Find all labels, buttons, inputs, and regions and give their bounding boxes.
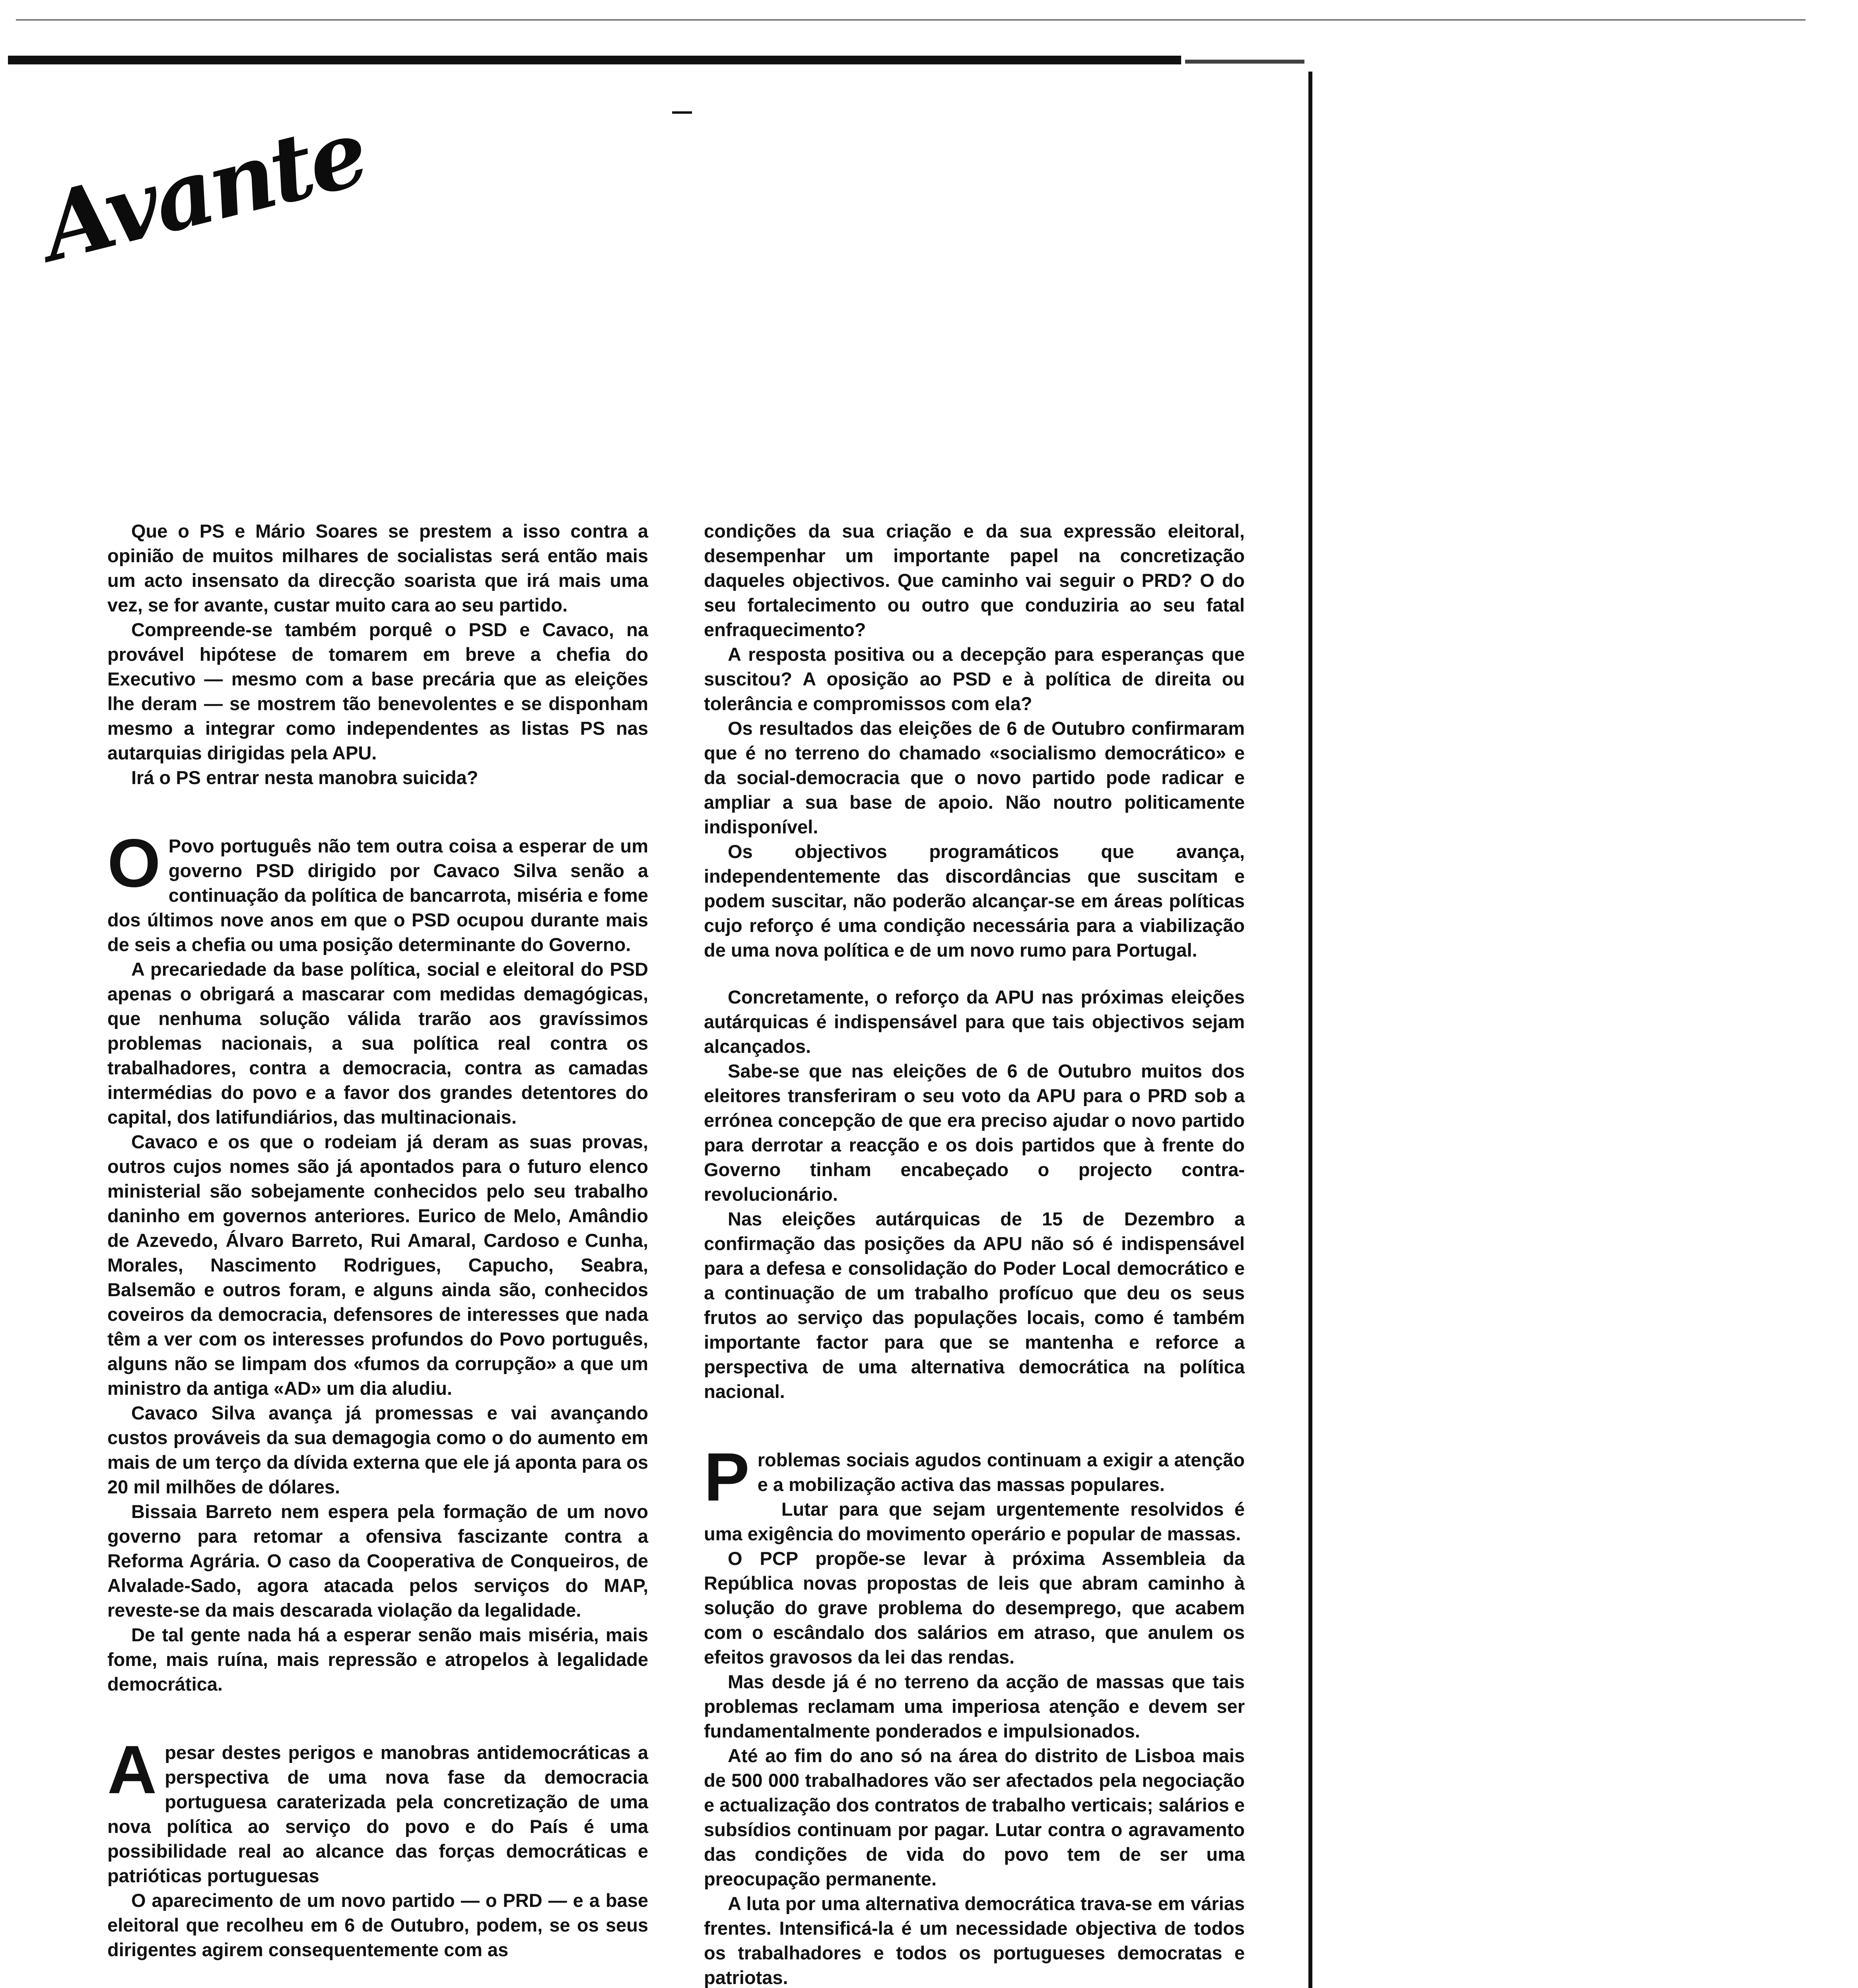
top-right-rule (1185, 60, 1304, 64)
drop-cap: O (107, 825, 161, 901)
paragraph: A precariedade da base política, social e eleitoral do PSD apenas o obrigará a mascarar com medidas demagógicas, que nenhuma solução válida trarão aos gravíssimos problemas nacionais, a sua política real contra os trabalhadores, contra a democracia, contra as camadas intermédias do povo e a favor dos grandes detentores do capital, dos latifundiários, das multinacionais. (107, 959, 648, 1128)
section-gap (704, 1404, 1245, 1448)
paragraph: Bissaia Barreto nem espera pela formação de um novo governo para retomar a ofensiva fascizante contra a Reforma Agrária. O caso da Cooperativa de Conqueiros, de Alvalade-Sado, agora atacada pelos serviços do MAP, reveste-se da mais descarada violação da legalidade. (107, 1501, 648, 1621)
paragraph: Concretamente, o reforço da APU nas próximas eleições autárquicas é indispensável para que tais objectivos sejam alcançados. (704, 986, 1245, 1057)
right-border-rule (1308, 72, 1312, 1988)
masthead-logo: Avante (31, 99, 375, 282)
paragraph: De tal gente nada há a esperar senão mais miséria, mais fome, mais ruína, mais repressão e atropelos à legalidade democrática. (107, 1624, 648, 1695)
lead-text: pesar destes perigos e manobras antidemocráticas a perspectiva de uma nova fase da democracia portuguesa caraterizada pela concretização de uma nova política ao serviço do povo e do País é uma possibilidade real ao alcance das forças democráticas e patrióticas portuguesas (107, 1742, 648, 1886)
left-column (107, 519, 648, 1962)
header-dash (672, 111, 692, 114)
paragraph: Cavaco e os que o rodeiam já deram as suas provas, outros cujos nomes são já apontados para o futuro elenco ministerial são sobejamente conhecidos pelo seu trabalho daninho em governos anteriores. Eurico de Melo, Amândio de Azevedo, Álvaro Barreto, Rui Amaral, Cardoso e Cunha, Morales, Nascimento Rodrigues, Capucho, Seabra, Balsemão e outros foram, e alguns ainda são, conhecidos coveiros da democracia, defensores de interesses que nada têm a ver com os interesses profundos do Povo português, alguns não se limpam dos «fumos da corrupção» a que um ministro da antiga «AD» um dia aludiu. (107, 1131, 648, 1399)
paragraph: A luta por uma alternativa democrática trava-se em várias frentes. Intensificá-la é um necessidade objectiva de todos os trabalhadores e todos os portugueses democratas e patriotas. (704, 1893, 1245, 1988)
paragraph: Que o PS e Mário Soares se prestem a isso contra a opinião de muitos milhares de socialistas será então mais um acto insensato da direcção soarista que irá mais uma vez, se for avante, custar muito cara ao seu partido. (107, 520, 648, 615)
paragraph: Cavaco Silva avança já promessas e vai avançando custos prováveis da sua demagogia como o do aumento em mais de um terço da dívida externa que ele já aponta para os 20 mil milhões de dólares. (107, 1402, 648, 1497)
paragraph: Até ao fim do ano só na área do distrito de Lisboa mais de 500 000 trabalhadores vão ser afectados pela negociação e actualização dos contratos de trabalho verticais; salários e subsídios continuam por pagar. Lutar contra o agravamento das condições de vida do povo tem de ser uma preocupação permanente. (704, 1745, 1245, 1889)
paragraph: Compreende-se também porquê o PSD e Cavaco, na provável hipótese de tomarem em breve a chefia do Executivo — mesmo com a base precária que as eleições lhe deram — se mostrem tão benevolentes e se disponham mesmo a integrar como independentes as listas PS nas autarquias dirigidas pela APU. (107, 619, 648, 763)
paragraph: O aparecimento de um novo partido — o PRD — e a base eleitoral que recolheu em 6 de Outubro, podem, se os seus dirigentes agirem consequentemente com as (107, 1890, 648, 1960)
lead-text: roblemas sociais agudos continuam a exigir a atenção e a mobilização activa das massas populares. (757, 1449, 1245, 1495)
section-gap (107, 790, 648, 834)
paragraph: O PCP propõe-se levar à próxima Assembleia da República novas propostas de leis que abram caminho à solução do grave problema do desemprego, que acabem com o escândalo dos salários em atraso, que anulem os efeitos gravosos da lei das rendas. (704, 1548, 1245, 1668)
paragraph: Os objectivos programáticos que avança, independentemente das discordâncias que suscitam e podem suscitar, não poderão alcançar-se em áreas políticas cujo reforço é uma condição necessária para a viabilização de uma nova política e de um novo rumo para Portugal. (704, 841, 1245, 961)
drop-cap: A (107, 1732, 157, 1808)
paragraph: Os resultados das eleições de 6 de Outubro confirmaram que é no terreno do chamado «socialismo democrático» e da social-democracia que o novo partido pode radicar e ampliar a sua base de apoio. Não noutro politicamente indisponível. (704, 718, 1245, 837)
section-gap (704, 963, 1245, 985)
right-column (704, 519, 1245, 1988)
section-gap (107, 1697, 648, 1740)
drop-cap: P (704, 1439, 750, 1515)
paragraph: A resposta positiva ou a decepção para esperanças que suscitou? A oposição ao PSD e à política de direita ou tolerância e compromissos com ela? (704, 644, 1245, 714)
paragraph: condições da sua criação e da sua expressão eleitoral, desempenhar um importante papel na concretização daqueles objectivos. Que caminho vai seguir o PRD? O do seu fortalecimento ou outro que conduziria ao seu fatal enfraquecimento? (704, 520, 1245, 640)
lead-text: Povo português não tem outra coisa a esperar de um governo PSD dirigido por Cavaco Silva senão a continuação da política de bancarrota, miséria e fome dos últimos nove anos em que o PSD ocupou durante mais de seis a chefia ou uma posição determinante do Governo. (107, 835, 648, 955)
section-lead (107, 1732, 648, 1888)
paragraph: Irá o PS entrar nesta manobra suicida? (131, 767, 478, 788)
paragraph: Mas desde já é no terreno da acção de massas que tais problemas reclamam uma imperiosa atenção e devem ser fundamentalmente ponderados e impulsionados. (704, 1671, 1245, 1741)
paragraph: Lutar para que sejam urgentemente resolvidos é uma exigência do movimento operário e popular de massas. (704, 1499, 1245, 1544)
paragraph: Nas eleições autárquicas de 15 de Dezembro a confirmação das posições da APU não só é indispensável para a defesa e consolidação do Poder Local democrático e a continuação de um trabalho profícuo que deu os seus frutos ao serviço das populações locais, como é também importante factor para que se mantenha e reforce a perspectiva de uma alternativa democrática na política nacional. (704, 1208, 1245, 1402)
paragraph: Sabe-se que nas eleições de 6 de Outubro muitos dos eleitores transferiram o seu voto da APU para o PRD sob a errónea concepção de que era preciso ajudar o novo partido para derrotar a reacção e os dois partidos que à frente do Governo tinham encabeçado o projecto contra-revolucionário. (704, 1060, 1245, 1205)
section-lead (704, 1439, 1245, 1515)
top-thin-rule (16, 19, 1806, 21)
section-lead (107, 825, 648, 957)
top-rule (8, 56, 1181, 64)
